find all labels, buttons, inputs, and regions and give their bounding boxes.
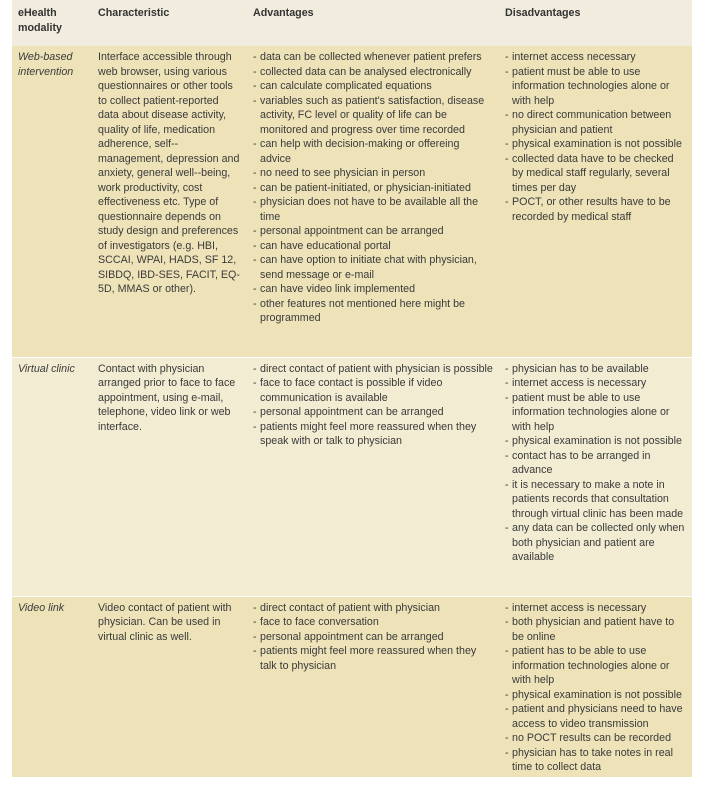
dash-bullet: - bbox=[253, 239, 257, 252]
list-item bbox=[253, 65, 493, 80]
disadvantages-cell bbox=[499, 596, 692, 777]
list-item bbox=[253, 601, 493, 616]
list-item bbox=[505, 615, 686, 644]
dash-bullet: - bbox=[505, 478, 509, 491]
dash-bullet: - bbox=[253, 167, 257, 179]
list-item bbox=[253, 297, 493, 326]
list-item bbox=[505, 391, 686, 435]
dash-bullet: - bbox=[505, 522, 509, 534]
table-row-virtual-clinic bbox=[12, 357, 692, 596]
list-item bbox=[253, 362, 493, 377]
list-item bbox=[253, 239, 493, 254]
list-item-text: no need to see physician in person bbox=[260, 167, 426, 179]
list-item-text: patient must be able to use information technologies alone or with help bbox=[512, 65, 670, 107]
dash-bullet: - bbox=[505, 152, 509, 165]
list-item bbox=[253, 376, 493, 405]
list-item bbox=[253, 195, 493, 224]
disadvantages-cell bbox=[499, 357, 692, 596]
dash-bullet: - bbox=[253, 406, 257, 418]
dash-bullet: - bbox=[253, 225, 257, 237]
list-item bbox=[505, 137, 686, 152]
list-item bbox=[253, 615, 493, 630]
disadvantages-list bbox=[505, 362, 686, 565]
list-item-text: physician has to take notes in real time to collect data bbox=[512, 746, 674, 773]
advantages-list bbox=[253, 50, 493, 326]
dash-bullet: - bbox=[505, 449, 509, 462]
list-item bbox=[505, 601, 686, 616]
table-row-video-link bbox=[12, 596, 692, 777]
list-item bbox=[505, 521, 686, 565]
list-item-text: it is necessary to make a note in patients records that consultation through virtual clinic has been made bbox=[512, 478, 684, 520]
list-item bbox=[253, 405, 493, 420]
characteristic-cell: Interface accessible through web browser, using various questionnaires or other tools to collect patient-reported data about disease activity, quality of life, medication adherence, self--management, depression and anxiety, general well--being, work productivity, cost effectiveness etc. Type of questionnaire depends on study design and preferences of investigators (e.g. HBI, SCCAI, WPAI, HADS, SF 12, SIBDQ, IBD-SES, FACIT, EQ-5D, MMAS or other). bbox=[92, 46, 247, 357]
list-item bbox=[505, 65, 686, 109]
dash-bullet: - bbox=[505, 703, 509, 715]
list-item bbox=[253, 224, 493, 239]
dash-bullet: - bbox=[253, 65, 257, 78]
modality-cell: Virtual clinic bbox=[12, 357, 92, 596]
list-item-text: personal appointment can be arranged bbox=[260, 406, 444, 418]
list-item-text: can have video link implemented bbox=[260, 283, 416, 295]
dash-bullet: - bbox=[253, 283, 257, 295]
dash-bullet: - bbox=[505, 391, 509, 404]
list-item-text: patient has to be able to use information technologies alone or with help bbox=[512, 645, 670, 686]
list-item-text: personal appointment can be arranged bbox=[260, 630, 444, 643]
list-item-text: patients might feel more reassured when they talk to physician bbox=[260, 645, 477, 672]
characteristic-cell: Video contact of patient with physician. Can be used in virtual clinic as well. bbox=[92, 596, 247, 777]
dash-bullet: - bbox=[253, 51, 257, 63]
advantages-cell bbox=[247, 357, 499, 596]
list-item-text: physician does not have to be available all the time bbox=[260, 196, 479, 223]
list-item-text: patient must be able to use information technologies alone or with help bbox=[512, 391, 670, 433]
dash-bullet: - bbox=[253, 616, 257, 628]
dash-bullet: - bbox=[253, 181, 257, 194]
list-item-text: internet access necessary bbox=[512, 51, 636, 63]
dash-bullet: - bbox=[253, 601, 257, 614]
list-item bbox=[505, 644, 686, 688]
list-item-text: other features not mentioned here might be programmed bbox=[260, 297, 465, 324]
list-item-text: collected data have to be checked by medical staff regularly, several times per day bbox=[512, 152, 674, 194]
dash-bullet: - bbox=[505, 435, 509, 447]
header-row bbox=[12, 0, 692, 46]
list-item-text: any data can be collected only when both physician and patient are available bbox=[512, 522, 685, 563]
dash-bullet: - bbox=[253, 297, 257, 310]
list-item-text: physician has to be available bbox=[512, 362, 649, 375]
list-item bbox=[253, 137, 493, 166]
disadvantages-cell bbox=[499, 46, 692, 357]
dash-bullet: - bbox=[505, 362, 509, 375]
advantages-list bbox=[253, 362, 493, 449]
disadvantages-list bbox=[505, 601, 686, 775]
list-item bbox=[253, 282, 493, 297]
list-item bbox=[505, 688, 686, 703]
list-item-text: POCT, or other results have to be recorded by medical staff bbox=[512, 196, 671, 223]
dash-bullet: - bbox=[253, 377, 257, 389]
list-item-text: personal appointment can be arranged bbox=[260, 225, 444, 237]
list-item-text: can have option to initiate chat with physician, send message or e-mail bbox=[260, 254, 477, 281]
list-item bbox=[253, 50, 493, 65]
dash-bullet: - bbox=[505, 51, 509, 63]
dash-bullet: - bbox=[505, 138, 509, 150]
list-item-text: physical examination is not possible bbox=[512, 435, 682, 447]
list-item bbox=[505, 731, 686, 746]
list-item bbox=[505, 478, 686, 522]
advantages-cell bbox=[247, 596, 499, 777]
list-item-text: no POCT results can be recorded bbox=[512, 732, 672, 744]
list-item bbox=[505, 702, 686, 731]
list-item bbox=[253, 181, 493, 196]
dash-bullet: - bbox=[253, 645, 257, 657]
list-item-text: internet access is necessary bbox=[512, 601, 647, 614]
list-item bbox=[253, 253, 493, 282]
list-item-text: internet access is necessary bbox=[512, 377, 647, 389]
table-header bbox=[12, 0, 692, 46]
dash-bullet: - bbox=[253, 362, 257, 375]
disadvantages-list bbox=[505, 50, 686, 224]
list-item-text: can be patient-initiated, or physician-initiated bbox=[260, 181, 471, 194]
dash-bullet: - bbox=[253, 138, 257, 150]
dash-bullet: - bbox=[505, 616, 509, 628]
dash-bullet: - bbox=[253, 80, 257, 92]
list-item bbox=[505, 434, 686, 449]
list-item bbox=[505, 195, 686, 224]
list-item-text: patients might feel more reassured when they speak with or talk to physician bbox=[260, 420, 477, 447]
list-item bbox=[505, 152, 686, 196]
dash-bullet: - bbox=[505, 688, 509, 701]
advantages-cell bbox=[247, 46, 499, 357]
list-item-text: patient and physicians need to have access to video transmission bbox=[512, 703, 683, 730]
dash-bullet: - bbox=[505, 109, 509, 121]
dash-bullet: - bbox=[505, 65, 509, 78]
list-item bbox=[505, 108, 686, 137]
advantages-list bbox=[253, 601, 493, 674]
list-item-text: data can be collected whenever patient prefers bbox=[260, 51, 482, 63]
dash-bullet: - bbox=[505, 746, 509, 759]
list-item-text: collected data can be analysed electronically bbox=[260, 65, 472, 78]
modality-cell: Web-based intervention bbox=[12, 46, 92, 357]
list-item-text: physical examination is not possible bbox=[512, 688, 682, 701]
dash-bullet: - bbox=[505, 196, 509, 208]
list-item-text: can calculate complicated equations bbox=[260, 80, 432, 92]
list-item bbox=[505, 449, 686, 478]
dash-bullet: - bbox=[253, 254, 257, 266]
list-item bbox=[253, 94, 493, 138]
dash-bullet: - bbox=[505, 732, 509, 744]
list-item bbox=[253, 79, 493, 94]
table-body bbox=[12, 46, 692, 777]
list-item bbox=[505, 746, 686, 775]
modality-cell: Video link bbox=[12, 596, 92, 777]
header-advantages: Advantages bbox=[247, 0, 499, 46]
list-item-text: can help with decision-making or offereing advice bbox=[260, 138, 460, 165]
header-modality: eHealth modality bbox=[12, 0, 92, 46]
header-characteristic: Characteristic bbox=[92, 0, 247, 46]
table-row-web-based bbox=[12, 46, 692, 357]
list-item-text: direct contact of patient with physician bbox=[260, 601, 441, 614]
header-disadvantages: Disadvantages bbox=[499, 0, 692, 46]
list-item bbox=[505, 50, 686, 65]
characteristic-cell: Contact with physician arranged prior to face to face appointment, using e-mail, telephone, video link or web interface. bbox=[92, 357, 247, 596]
list-item-text: contact has to be arranged in advance bbox=[512, 449, 651, 476]
list-item bbox=[253, 420, 493, 449]
list-item-text: variables such as patient's satisfaction, disease activity, FC level or quality of life can be monitored and progress over time recorded bbox=[260, 94, 485, 136]
list-item-text: no direct communication between physician and patient bbox=[512, 109, 672, 136]
dash-bullet: - bbox=[505, 377, 509, 389]
list-item bbox=[253, 166, 493, 181]
list-item-text: both physician and patient have to be online bbox=[512, 616, 675, 643]
dash-bullet: - bbox=[253, 420, 257, 433]
list-item bbox=[253, 644, 493, 673]
dash-bullet: - bbox=[505, 645, 509, 657]
list-item-text: direct contact of patient with physician is possible bbox=[260, 362, 493, 375]
ehealth-modality-table bbox=[12, 0, 692, 778]
list-item-text: face to face contact is possible if video communication is available bbox=[260, 377, 443, 404]
list-item-text: physical examination is not possible bbox=[512, 138, 682, 150]
dash-bullet: - bbox=[505, 601, 509, 614]
list-item-text: can have educational portal bbox=[260, 239, 391, 252]
dash-bullet: - bbox=[253, 94, 257, 107]
list-item bbox=[253, 630, 493, 645]
dash-bullet: - bbox=[253, 630, 257, 643]
list-item bbox=[505, 362, 686, 377]
list-item-text: face to face conversation bbox=[260, 616, 379, 628]
dash-bullet: - bbox=[253, 196, 257, 208]
list-item bbox=[505, 376, 686, 391]
